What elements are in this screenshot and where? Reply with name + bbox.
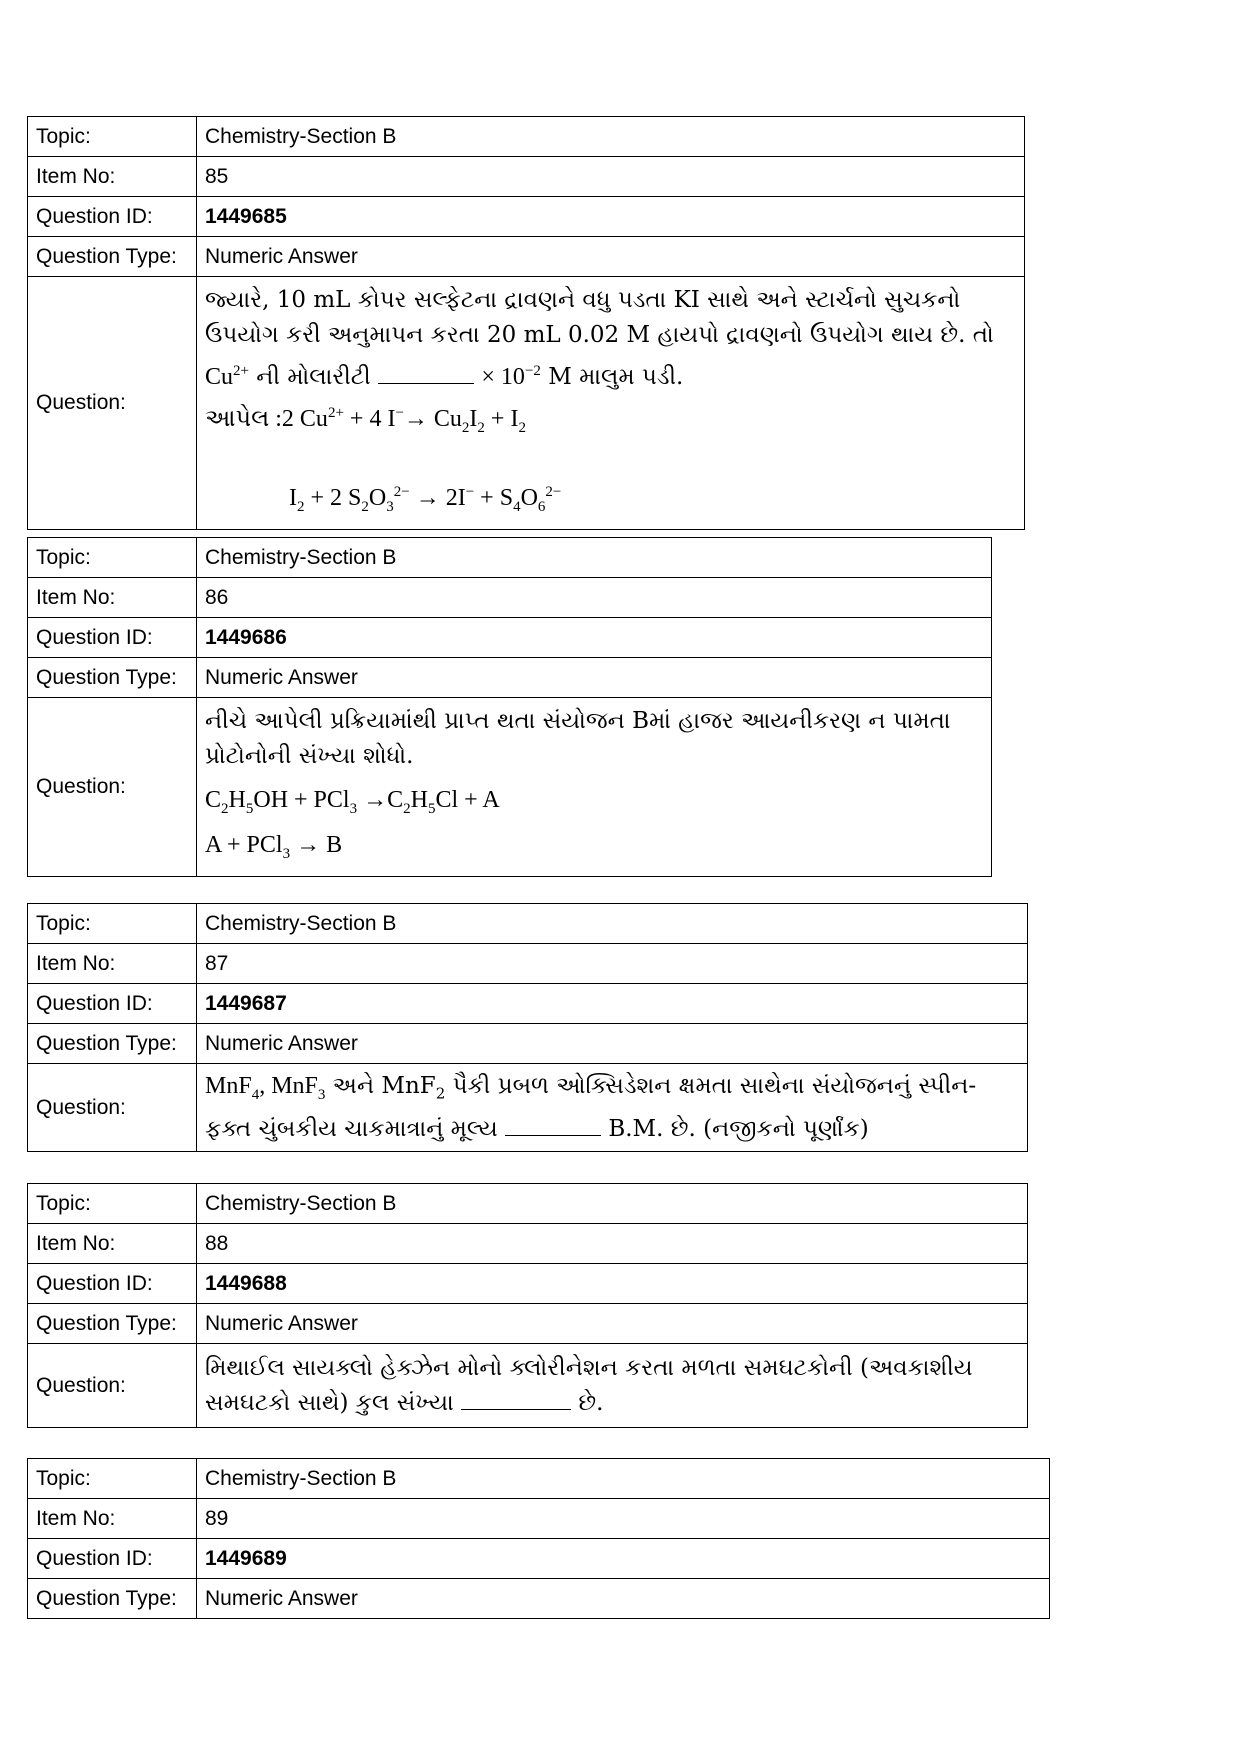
item-no-value: 89: [197, 1499, 1050, 1539]
question-id-row: [28, 1539, 1050, 1579]
question-id-label: Question ID:: [28, 984, 197, 1024]
question-type-row: [28, 1024, 1028, 1064]
topic-label: Topic:: [28, 1184, 197, 1224]
question-table-86: [27, 537, 992, 877]
question-type-row: [28, 1579, 1050, 1619]
topic-row: [28, 117, 1025, 157]
question-type-row: [28, 237, 1025, 277]
thiosulfate-equation: $I_2 + 2$ $S_2O_3^{2-} \to 2I^- + S_4O_6^{2-}$: [289, 483, 562, 515]
item-no-label: Item No:: [28, 578, 197, 618]
question-type-value: Numeric Answer: [197, 1304, 1028, 1344]
question-type-value: Numeric Answer: [197, 1024, 1028, 1064]
question-body: [197, 1344, 1028, 1428]
question-type-row: [28, 658, 992, 698]
item-no-value: 86: [197, 578, 992, 618]
question-label: Question:: [28, 698, 197, 877]
item-no-row: [28, 1224, 1028, 1264]
item-no-row: [28, 578, 992, 618]
topic-value: Chemistry-Section B: [197, 1459, 1050, 1499]
item-no-row: [28, 944, 1028, 984]
item-no-label: Item No:: [28, 157, 197, 197]
question-type-label: Question Type:: [28, 237, 197, 277]
question-id-row: [28, 618, 992, 658]
question-id-label: Question ID:: [28, 1539, 197, 1579]
item-no-label: Item No:: [28, 944, 197, 984]
topic-row: [28, 904, 1028, 944]
question-type-label: Question Type:: [28, 1304, 197, 1344]
reaction-1: $C_2H_5OH + PCl_3 \to C_2H_5Cl + A$: [205, 787, 500, 817]
topic-row: [28, 1459, 1050, 1499]
question-id-value: 1449689: [197, 1539, 1050, 1579]
question-id-label: Question ID:: [28, 197, 197, 237]
question-id-label: Question ID:: [28, 618, 197, 658]
question-row: [28, 1344, 1028, 1428]
question-id-value: 1449686: [197, 618, 992, 658]
item-no-value: 85: [197, 157, 1025, 197]
question-body: [197, 698, 992, 877]
topic-value: Chemistry-Section B: [197, 1184, 1028, 1224]
reaction-2: A + PCl$_3$ → B: [205, 831, 343, 862]
question-row: [28, 1064, 1028, 1152]
question-type-label: Question Type:: [28, 1579, 197, 1619]
question-type-label: Question Type:: [28, 1024, 197, 1064]
item-no-label: Item No:: [28, 1499, 197, 1539]
question-type-value: Numeric Answer: [197, 237, 1025, 277]
topic-label: Topic:: [28, 904, 197, 944]
question-type-label: Question Type:: [28, 658, 197, 698]
answer-blank: [461, 1389, 571, 1410]
question-row: [28, 277, 1025, 530]
question-id-value: 1449687: [197, 984, 1028, 1024]
answer-blank: [505, 1115, 601, 1136]
topic-value: Chemistry-Section B: [197, 538, 992, 578]
item-no-row: [28, 1499, 1050, 1539]
item-no-value: 88: [197, 1224, 1028, 1264]
question-label: Question:: [28, 1064, 197, 1152]
question-table-85: [27, 116, 1025, 530]
topic-label: Topic:: [28, 1459, 197, 1499]
question-type-value: Numeric Answer: [197, 1579, 1050, 1619]
topic-value: Chemistry-Section B: [197, 117, 1025, 157]
question-text: નીચે આપેલી પ્રક્રિયામાંથી પ્રાપ્ત થતા સંયોજન Bમાં હાજર આયનીકરણ ન પામતા પ્રોટોનોની સંખ્યા શોધો.: [205, 708, 951, 769]
topic-label: Topic:: [28, 117, 197, 157]
given-equation: આપેલ :2 $Cu^{2+} + 4$ $I^-\to Cu_2I_2 + I_2$: [205, 405, 526, 436]
topic-row: [28, 1184, 1028, 1224]
question-text: જ્યારે, 10 mL કોપર સલ્ફેટના દ્રાવણને વધુ પડતા KI સાથે અને સ્ટાર્ચનો સુચકનો ઉપયોગ કરી અનુમાપન કરતા 20 mL 0.02 M હાયપો દ્રાવણનો ઉપયોગ થાય છે. તો $Cu^{2+}$ ની મોલારીટી × $10^{-2}$ M માલુમ પડી.: [205, 287, 994, 390]
question-type-value: Numeric Answer: [197, 658, 992, 698]
question-row: [28, 698, 992, 877]
question-id-row: [28, 1264, 1028, 1304]
question-text: મિથાઈલ સાયક્લો હેક્ઝેન મોનો ક્લોરીનેશન કરતા મળતા સમઘટકોની (અવકાશીય સમઘટકો સાથે) કુલ સંખ્યા છે.: [205, 1354, 973, 1416]
answer-blank: [378, 363, 474, 384]
question-table-89: [27, 1458, 1050, 1619]
question-table-88: [27, 1183, 1028, 1428]
question-id-value: 1449685: [197, 197, 1025, 237]
question-body: [197, 1064, 1028, 1152]
question-id-label: Question ID:: [28, 1264, 197, 1304]
topic-label: Topic:: [28, 538, 197, 578]
question-type-row: [28, 1304, 1028, 1344]
question-label: Question:: [28, 277, 197, 530]
topic-row: [28, 538, 992, 578]
question-table-87: [27, 903, 1028, 1152]
item-no-value: 87: [197, 944, 1028, 984]
question-id-row: [28, 984, 1028, 1024]
question-text: MnF$_4$, MnF$_3$ અને MnF$_2$ પૈકી પ્રબળ ઓક્સિડેશન ક્ષમતા સાથેના સંયોજનનું સ્પીન-ફક્ત ચુંબકીય ચાકમાત્રાનું મૂલ્ય B.M. છે. (નજીકનો પૂર્ણાંક): [205, 1072, 977, 1143]
question-id-row: [28, 197, 1025, 237]
question-label: Question:: [28, 1344, 197, 1428]
question-body: [197, 277, 1025, 530]
item-no-label: Item No:: [28, 1224, 197, 1264]
topic-value: Chemistry-Section B: [197, 904, 1028, 944]
item-no-row: [28, 157, 1025, 197]
question-id-value: 1449688: [197, 1264, 1028, 1304]
